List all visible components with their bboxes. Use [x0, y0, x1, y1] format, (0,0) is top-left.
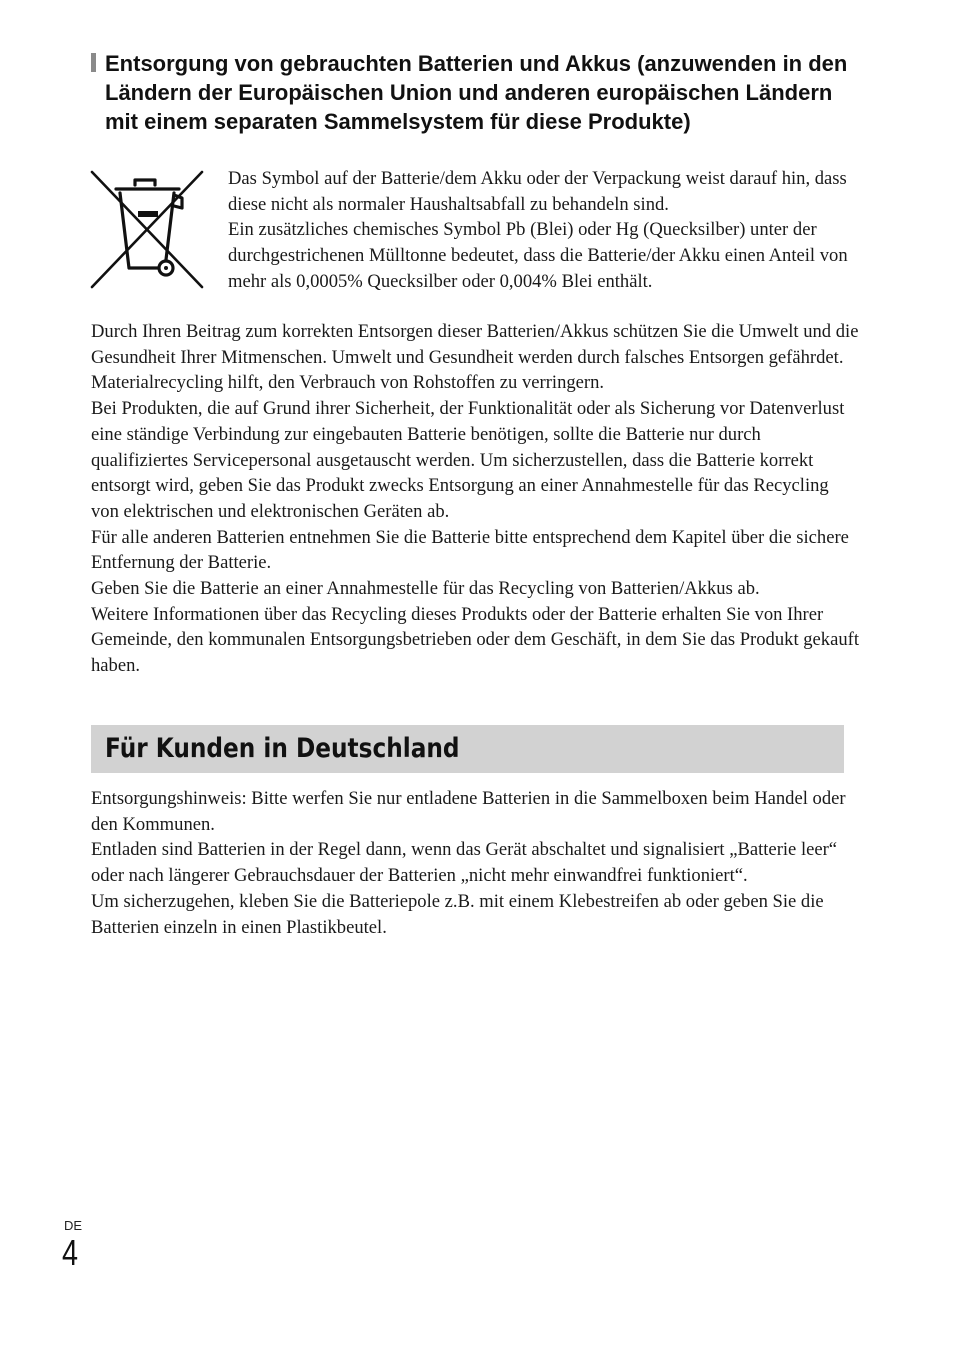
intro-paragraph: Das Symbol auf der Batterie/dem Akku oder der Verpackung weist darauf hin, dass diese nicht als normaler Haushaltsabfall zu behandeln sind. [228, 168, 847, 215]
heading-marker-bar [91, 53, 96, 72]
body-paragraph: Bei Produkten, die auf Grund ihrer Sicherheit, der Funktionalität oder als Sicherung vor Datenverlust eine ständige Verbindung zur eingebauten Batterie benötigen, sollte die Batterie nur durch qualifiziertes Servicepersonal ausgetauscht werden. Um sicherzustellen, dass die Batterie korrekt entsorgt wird, geben Sie das Produkt zwecks Entsorgung an einer Annahmestelle für das Recycling von elektrischen und elektronischen Geräten ab. [91, 398, 845, 522]
germany-section-title: Für Kunden in Deutschland [105, 733, 460, 764]
battery-disposal-body [91, 319, 861, 679]
crossed-out-wheelie-bin-icon [90, 170, 205, 290]
intro-paragraph: Ein zusätzliches chemisches Symbol Pb (Blei) oder Hg (Quecksilber) unter der durchgestrichenen Mülltonne bedeutet, dass die Batterie/der Akku einen Anteil von mehr als 0,0005% Quecksilber oder 0,004% Blei enthält. [228, 219, 848, 292]
battery-disposal-heading: Entsorgung von gebrauchten Batterien und Akkus (anzuwenden in den Ländern der Europäischen Union und anderen europäischen Ländern mit einem separaten Sammelsystem für diese Produkte) [105, 51, 848, 134]
body-paragraph: Für alle anderen Batterien entnehmen Sie die Batterie bitte entsprechend dem Kapitel über die sichere Entfernung der Batterie. [91, 526, 849, 574]
body-paragraph: Entladen sind Batterien in der Regel dann, wenn das Gerät abschaltet und signalisiert „Batterie leer“ oder nach längerer Gebrauchsdauer der Batterien „nicht mehr einwandfrei funktioniert“. [91, 839, 838, 887]
germany-section-body [91, 786, 861, 940]
body-paragraph: Geben Sie die Batterie an einer Annahmestelle für das Recycling von Batterien/Akkus ab. [91, 578, 760, 600]
body-paragraph: Durch Ihren Beitrag zum korrekten Entsorgen dieser Batterien/Akkus schützen Sie die Umwelt und die Gesundheit Ihrer Mitmenschen. Umwelt und Gesundheit werden durch falsches Entsorgen gefährdet. Materialrecycling hilft, den Verbrauch von Rohstoffen zu verringern. [91, 321, 859, 394]
page-number: 4 [62, 1232, 79, 1273]
body-paragraph: Weitere Informationen über das Recycling dieses Produkts oder der Batterie erhalten Sie von Ihrer Gemeinde, den kommunalen Entsorgungsbetrieben oder dem Geschäft, in dem Sie das Produkt gekauft haben. [91, 603, 860, 677]
body-paragraph: Um sicherzugehen, kleben Sie die Batteriepole z.B. mit einem Klebestreifen ab oder geben Sie die Batterien einzeln in einen Plastikbeutel. [91, 890, 824, 938]
body-paragraph: Entsorgungshinweis: Bitte werfen Sie nur entladene Batterien in die Sammelboxen beim Handel oder den Kommunen. [91, 788, 846, 835]
germany-section-header [91, 725, 844, 773]
battery-symbol-intro [228, 166, 858, 295]
battery-disposal-heading-block [91, 49, 851, 136]
language-label: DE [64, 1218, 83, 1233]
